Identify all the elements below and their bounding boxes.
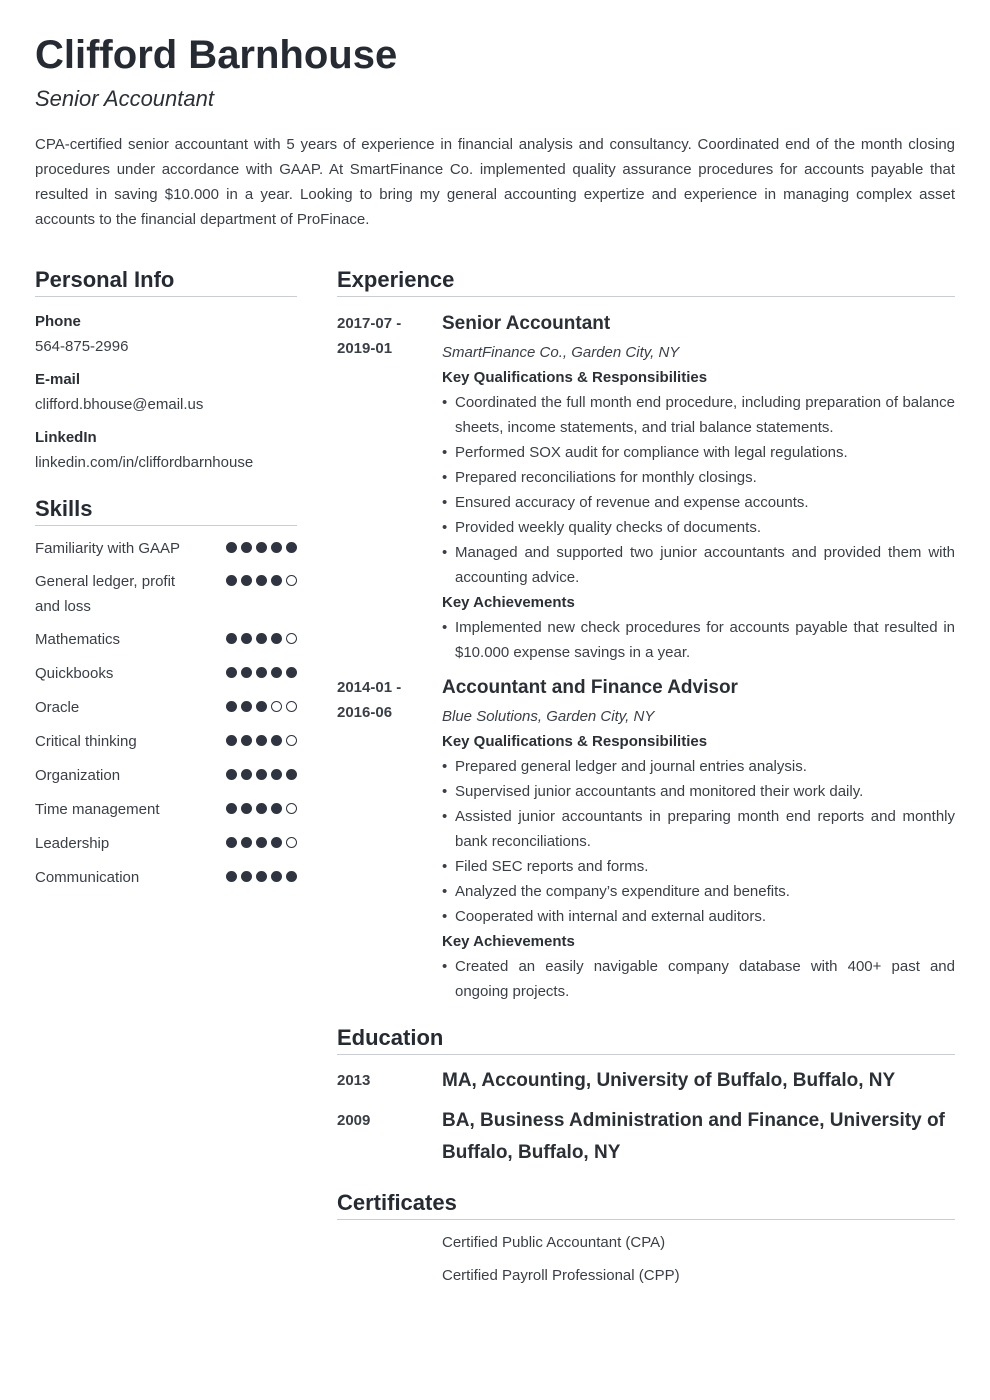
filled-dot-icon: [256, 633, 267, 644]
list-item: • Analyzed the company’s expenditure and benefits.: [442, 879, 955, 904]
email-value: clifford.bhouse@email.us: [35, 396, 204, 413]
skill-row: [35, 536, 297, 561]
skill-rating: [226, 729, 297, 746]
personal-info-section: [35, 266, 297, 475]
experience-heading: Experience: [337, 266, 955, 297]
job-entry: [337, 675, 955, 1004]
achievements-list: [442, 615, 955, 665]
achievements-heading: Key Achievements: [442, 933, 575, 950]
list-item: • Managed and supported two junior accountants and provided them with accounting advice.: [442, 540, 955, 590]
filled-dot-icon: [256, 735, 267, 746]
list-item: • Assisted junior accountants in preparing month end reports and monthly bank reconciliations.: [442, 804, 955, 854]
skill-name: Critical thinking: [35, 733, 137, 750]
job-details: [442, 675, 955, 1004]
filled-dot-icon: [271, 633, 282, 644]
filled-dot-icon: [256, 701, 267, 712]
achievements-heading: Key Achievements: [442, 594, 575, 611]
skill-row: [35, 831, 297, 856]
empty-dot-icon: [286, 735, 297, 746]
email-label: E-mail: [35, 371, 81, 388]
education-degree: BA, Business Administration and Finance, University of Buffalo, Buffalo, NY: [442, 1110, 945, 1163]
left-column: [35, 266, 297, 890]
empty-dot-icon: [286, 633, 297, 644]
experience-section: [337, 266, 955, 1004]
filled-dot-icon: [241, 837, 252, 848]
empty-dot-icon: [286, 803, 297, 814]
filled-dot-icon: [256, 803, 267, 814]
filled-dot-icon: [226, 633, 237, 644]
candidate-title: Senior Accountant: [35, 86, 214, 111]
skill-row: [35, 797, 297, 822]
skill-row: [35, 569, 297, 619]
skill-name: Organization: [35, 767, 121, 784]
filled-dot-icon: [226, 701, 237, 712]
personal-info-heading: Personal Info: [35, 266, 297, 297]
filled-dot-icon: [241, 575, 252, 586]
empty-dot-icon: [286, 575, 297, 586]
certificate-item: Certified Public Accountant (CPA): [442, 1234, 666, 1251]
list-item: • Provided weekly quality checks of documents.: [442, 515, 955, 540]
empty-dot-icon: [271, 701, 282, 712]
filled-dot-icon: [241, 735, 252, 746]
skill-row: [35, 627, 297, 652]
job-details: [442, 311, 955, 665]
skill-name: Quickbooks: [35, 665, 114, 682]
right-column: [337, 266, 955, 1288]
job-entry: [337, 311, 955, 665]
skill-name: Familiarity with GAAP: [35, 540, 181, 557]
job-company: SmartFinance Co., Garden City, NY: [442, 344, 680, 361]
phone-value: 564-875-2996: [35, 338, 129, 355]
job-date-start: 2017-07 -: [337, 315, 402, 332]
skills-list: [35, 536, 297, 890]
filled-dot-icon: [226, 769, 237, 780]
filled-dot-icon: [241, 803, 252, 814]
filled-dot-icon: [271, 542, 282, 553]
filled-dot-icon: [286, 542, 297, 553]
filled-dot-icon: [241, 769, 252, 780]
job-title: Accountant and Finance Advisor: [442, 677, 738, 698]
linkedin-value: linkedin.com/in/cliffordbarnhouse: [35, 454, 254, 471]
phone-label: Phone: [35, 313, 81, 330]
filled-dot-icon: [271, 735, 282, 746]
skills-heading: Skills: [35, 495, 297, 526]
list-item: • Created an easily navigable company database with 400+ past and ongoing projects.: [442, 954, 955, 1004]
filled-dot-icon: [256, 871, 267, 882]
filled-dot-icon: [271, 871, 282, 882]
filled-dot-icon: [226, 542, 237, 553]
skill-rating: [226, 627, 297, 644]
education-entry: [337, 1065, 955, 1097]
list-item: • Prepared reconciliations for monthly closings.: [442, 465, 955, 490]
education-entry: [337, 1105, 955, 1169]
education-degree: MA, Accounting, University of Buffalo, Buffalo, NY: [442, 1070, 896, 1091]
filled-dot-icon: [286, 667, 297, 678]
education-section: [337, 1024, 955, 1169]
skill-rating: [226, 569, 297, 586]
empty-dot-icon: [286, 701, 297, 712]
list-item: • Coordinated the full month end procedure, including preparation of balance sheets, income statements, and trial balance statements.: [442, 390, 955, 440]
filled-dot-icon: [286, 871, 297, 882]
filled-dot-icon: [256, 837, 267, 848]
filled-dot-icon: [271, 769, 282, 780]
skill-row: [35, 661, 297, 686]
filled-dot-icon: [241, 542, 252, 553]
skill-rating: [226, 831, 297, 848]
responsibilities-list: [442, 390, 955, 590]
list-item: • Supervised junior accountants and monitored their work daily.: [442, 779, 955, 804]
empty-dot-icon: [286, 837, 297, 848]
filled-dot-icon: [241, 633, 252, 644]
filled-dot-icon: [226, 803, 237, 814]
skill-row: [35, 763, 297, 788]
list-item: • Cooperated with internal and external auditors.: [442, 904, 955, 929]
candidate-name: Clifford Barnhouse: [35, 33, 398, 77]
filled-dot-icon: [271, 575, 282, 586]
filled-dot-icon: [241, 871, 252, 882]
filled-dot-icon: [226, 667, 237, 678]
filled-dot-icon: [256, 667, 267, 678]
job-title: Senior Accountant: [442, 313, 611, 334]
education-year: 2009: [337, 1112, 371, 1129]
filled-dot-icon: [226, 575, 237, 586]
skill-row: [35, 695, 297, 720]
filled-dot-icon: [226, 735, 237, 746]
certificates-heading: Certificates: [337, 1189, 955, 1220]
responsibilities-list: [442, 754, 955, 929]
qualifications-heading: Key Qualifications & Responsibilities: [442, 369, 708, 386]
summary-paragraph: CPA-certified senior accountant with 5 years of experience in financial analysis and consultancy. Coordinated end of the month closing procedures under accordance with GAAP. At SmartFinance Co. implemented quality assurance procedures for accounts payable that resulted in saving $10.000 in a year. Looking to bring my general accounting expertize and experience in managing complex asset accounts to the financial department of ProFinace.: [35, 136, 955, 228]
skill-rating: [226, 797, 297, 814]
filled-dot-icon: [256, 575, 267, 586]
list-item: • Filed SEC reports and forms.: [442, 854, 955, 879]
job-date-end: 2016-06: [337, 704, 393, 721]
list-item: • Implemented new check procedures for accounts payable that resulted in $10.000 expense savings in a year.: [442, 615, 955, 665]
job-company: Blue Solutions, Garden City, NY: [442, 708, 655, 725]
linkedin-label: LinkedIn: [35, 429, 97, 446]
filled-dot-icon: [271, 837, 282, 848]
filled-dot-icon: [241, 667, 252, 678]
skill-name: Communication: [35, 869, 140, 886]
list-item: • Ensured accuracy of revenue and expense accounts.: [442, 490, 955, 515]
certificate-item: Certified Payroll Professional (CPP): [442, 1267, 680, 1284]
skill-name: Mathematics: [35, 631, 121, 648]
skill-rating: [226, 661, 297, 678]
skill-name: General ledger, profit and loss: [35, 573, 176, 615]
job-dates: [337, 675, 442, 1004]
certificates-section: [337, 1189, 955, 1288]
filled-dot-icon: [256, 769, 267, 780]
skill-name: Leadership: [35, 835, 110, 852]
skill-rating: [226, 763, 297, 780]
job-date-start: 2014-01 -: [337, 679, 402, 696]
list-item: • Prepared general ledger and journal entries analysis.: [442, 754, 955, 779]
list-item: • Performed SOX audit for compliance with legal regulations.: [442, 440, 955, 465]
education-year: 2013: [337, 1072, 371, 1089]
education-heading: Education: [337, 1024, 955, 1055]
skill-row: [35, 729, 297, 754]
filled-dot-icon: [226, 837, 237, 848]
filled-dot-icon: [256, 542, 267, 553]
skills-section: [35, 495, 297, 890]
skill-rating: [226, 695, 297, 712]
skill-rating: [226, 865, 297, 882]
job-date-end: 2019-01: [337, 340, 393, 357]
achievements-list: [442, 954, 955, 1004]
qualifications-heading: Key Qualifications & Responsibilities: [442, 733, 708, 750]
skill-rating: [226, 536, 297, 553]
filled-dot-icon: [241, 701, 252, 712]
skill-name: Time management: [35, 801, 160, 818]
filled-dot-icon: [271, 803, 282, 814]
filled-dot-icon: [271, 667, 282, 678]
filled-dot-icon: [226, 871, 237, 882]
skill-row: [35, 865, 297, 890]
job-dates: [337, 311, 442, 665]
skill-name: Oracle: [35, 699, 80, 716]
filled-dot-icon: [286, 769, 297, 780]
